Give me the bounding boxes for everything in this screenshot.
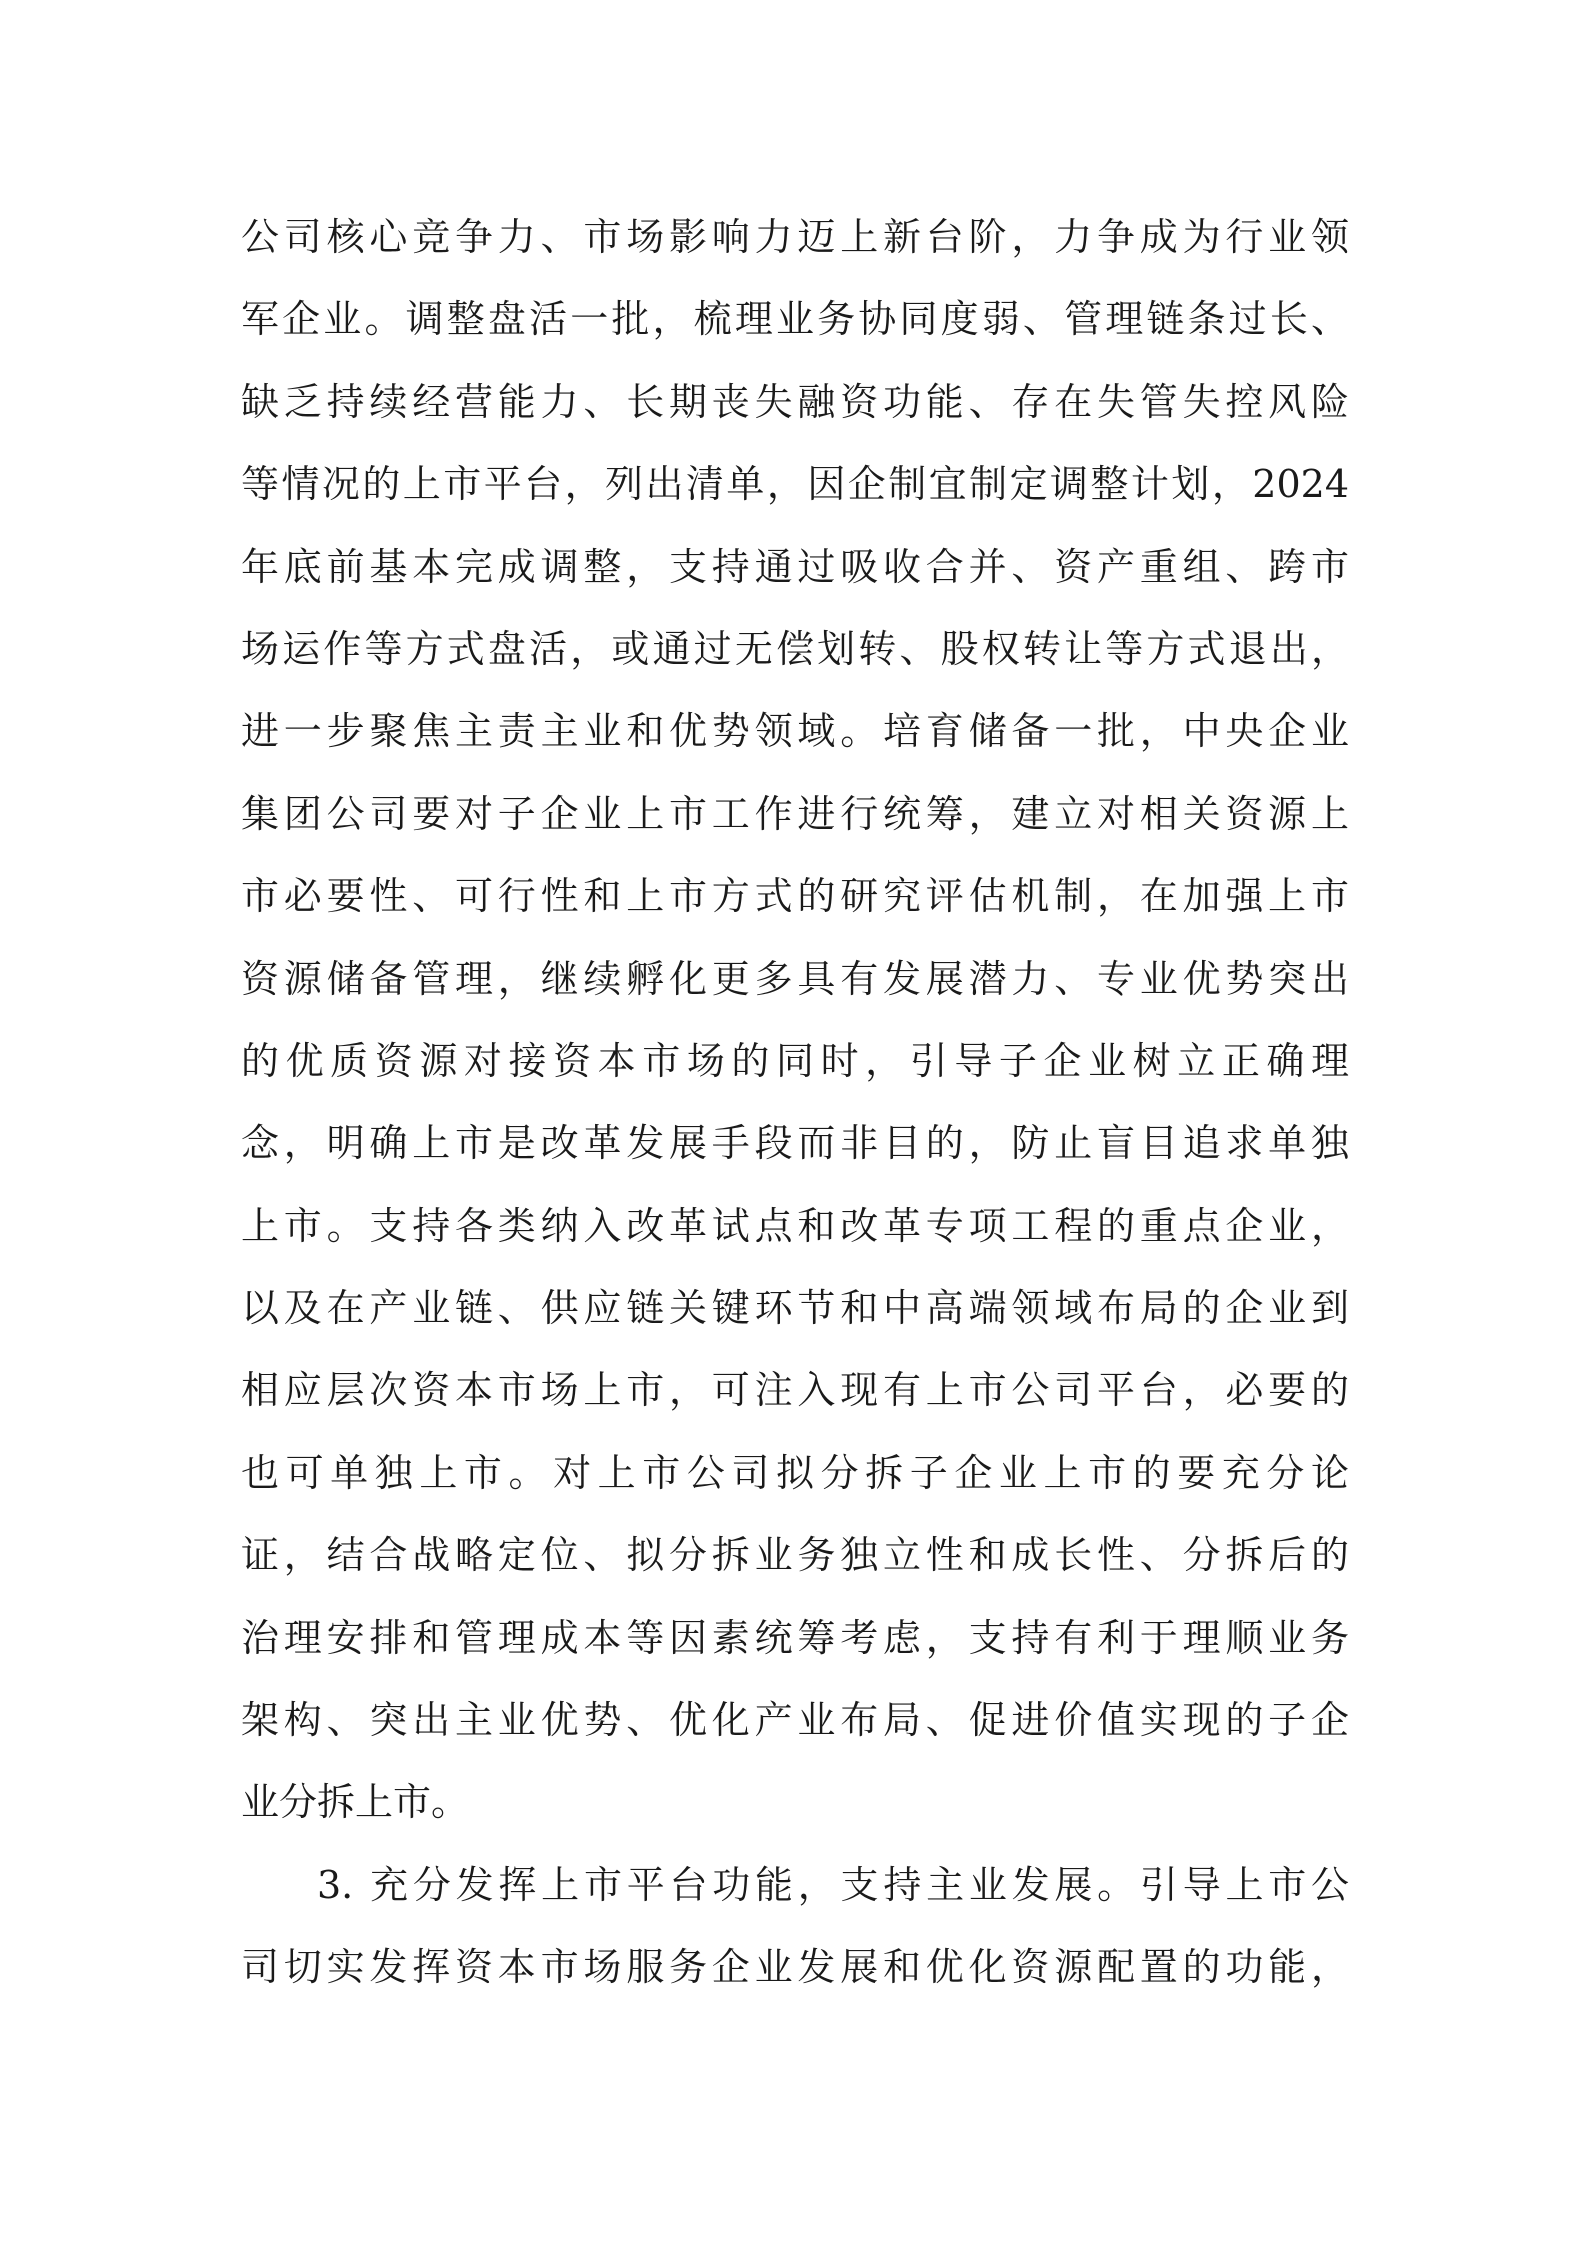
text-line: 公司核心竞争力、市场影响力迈上新台阶，力争成为行业领 — [241, 215, 1349, 259]
text-line: 相应层次资本市场上市，可注入现有上市公司平台，必要的 — [241, 1368, 1349, 1413]
text-line: 军企业。调整盘活一批，梳理业务协同度弱、管理链条过长、 — [241, 297, 1349, 342]
text-line: 司切实发挥资本市场服务企业发展和优化资源配置的功能， — [241, 1945, 1349, 1990]
text-line: 念，明确上市是改革发展手段而非目的，防止盲目追求单独 — [241, 1121, 1349, 1166]
text-line: 业分拆上市。 — [241, 1780, 470, 1825]
text-line: 治理安排和管理成本等因素统筹考虑，支持有利于理顺业务 — [241, 1615, 1349, 1660]
text-line: 架构、突出主业优势、优化产业布局、促进价值实现的子企 — [241, 1698, 1349, 1743]
text-line: 场运作等方式盘活，或通过无偿划转、股权转让等方式退出， — [241, 626, 1349, 671]
text-line: 市必要性、可行性和上市方式的研究评估机制，在加强上市 — [241, 874, 1349, 919]
text-line: 证，结合战略定位、拟分拆业务独立性和成长性、分拆后的 — [241, 1533, 1349, 1578]
text-line: 进一步聚焦主责主业和优势领域。培育储备一批，中央企业 — [241, 709, 1349, 754]
text-line: 缺乏持续经营能力、长期丧失融资功能、存在失管失控风险 — [241, 379, 1349, 424]
text-line: 资源储备管理，继续孵化更多具有发展潜力、专业优势突出 — [241, 956, 1349, 1001]
text-line: 集团公司要对子企业上市工作进行统筹，建立对相关资源上 — [241, 791, 1349, 836]
text-line: 年底前基本完成调整，支持通过吸收合并、资产重组、跨市 — [241, 544, 1349, 589]
section-heading-line: 3. 充分发挥上市平台功能，支持主业发展。引导上市公 — [317, 1862, 1349, 1907]
text-line: 上市。支持各类纳入改革试点和改革专项工程的重点企业， — [241, 1203, 1349, 1248]
body-text — [241, 196, 1349, 2009]
text-line: 的优质资源对接资本市场的同时，引导子企业树立正确理 — [241, 1038, 1349, 1083]
text-line: 以及在产业链、供应链关键环节和中高端领域布局的企业到 — [241, 1286, 1349, 1331]
text-line: 也可单独上市。对上市公司拟分拆子企业上市的要充分论 — [241, 1450, 1349, 1495]
text-line: 等情况的上市平台，列出清单，因企制宜制定调整计划，2024 — [241, 462, 1349, 507]
